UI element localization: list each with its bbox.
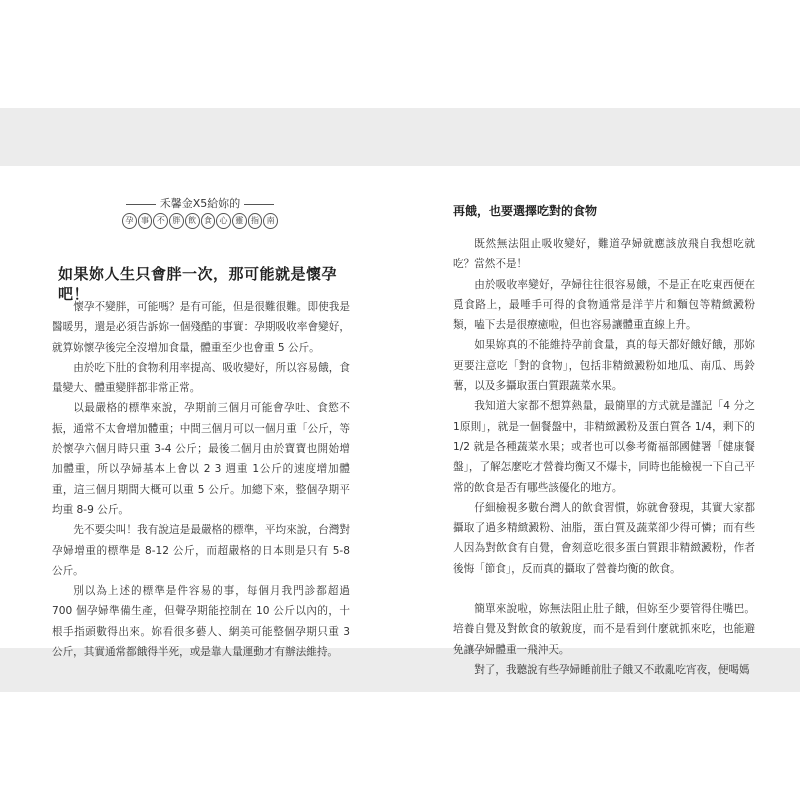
section-heading: 再餓，也要選擇吃對的食物 xyxy=(453,204,598,218)
paragraph: 由於吸收率變好，孕婦往往很容易餓，不是正在吃東西便在覓食路上，最唾手可得的食物通常是洋芋片和麵包等精緻澱粉類，嗑下去是很療癒啦，但也容易讓體重直線上升。 xyxy=(453,278,755,332)
subtitle-char: 食 xyxy=(201,213,216,229)
paragraph: 對了，我聽說有些孕婦睡前肚子餓又不敢亂吃宵夜，便喝媽 xyxy=(474,663,750,676)
right-body-text xyxy=(453,234,755,680)
paragraph: 懷孕不變胖，可能嗎？是有可能，但是很難很難。即使我是醫暖男，還是必須告訴妳一個殘酷的事實：孕期吸收率會變好，就算妳懷孕後完全沒增加食量，體重至少也會重 5 公斤。 xyxy=(52,301,350,354)
paragraph: 別以為上述的標準是件容易的事，每個月我門診都超過 700 個孕婦準備生產，但聲孕期能控制在 10 公斤以內的，十根手指頭數得出來。妳看很多藝人、網美可能整個孕期只重 3 公斤，其實通常都餓得半死，或是靠人量運動才有辦法維持。 xyxy=(52,585,350,659)
series-title-text: 禾馨金X5給妳的 xyxy=(159,197,241,210)
paragraph: 由於吃下肚的食物利用率提高、吸收變好，所以容易餓，食量變大、體重變胖都非常正常。 xyxy=(52,361,350,395)
paragraph: 簡單來說啦，妳無法阻止肚子餓，但妳至少要管得住嘴巴。培養自覺及對飲食的敏銳度，而不是看到什麼就抓來吃，也能避免讓孕婦體重一飛沖天。 xyxy=(453,603,755,656)
chapter-heading: 如果妳人生只會胖一次，那可能就是懷孕吧！ xyxy=(58,265,338,303)
subtitle-char: 心 xyxy=(216,213,231,229)
subtitle-char: 事 xyxy=(138,213,153,229)
title-rule-right xyxy=(244,204,274,205)
series-title xyxy=(110,196,290,212)
top-margin-band xyxy=(0,108,800,166)
paragraph: 如果妳真的不能維持孕前食量，真的每天都好餓好餓，那妳更要注意吃「對的食物」，包括非精緻澱粉如地瓜、南瓜、馬鈴薯，以及多攝取蛋白質跟蔬菜水果。 xyxy=(453,339,755,393)
subtitle-char: 孕 xyxy=(122,213,137,229)
title-rule-left xyxy=(126,204,156,205)
paragraph: 既然無法阻止吸收變好，難道孕婦就應該放飛自我想吃就吃？當然不是！ xyxy=(453,238,755,271)
subtitle-char: 飲 xyxy=(185,213,200,229)
subtitle-char: 指 xyxy=(248,213,263,229)
subtitle-char: 不 xyxy=(153,213,168,229)
subtitle-char: 胖 xyxy=(169,213,184,229)
left-body-text xyxy=(52,297,350,662)
paragraph: 仔細檢視多數台灣人的飲食習慣，妳就會發現，其實大家都攝取了過多精緻澱粉、油脂，蛋白質及蔬菜卻少得可憐；而有些人因為對飲食有自覺，會刻意吃很多蛋白質跟非精緻澱粉，作者後悔「節食」，反而真的攝取了營養均衡的飲食。 xyxy=(453,501,755,575)
series-subtitle xyxy=(122,213,278,231)
subtitle-char: 靈 xyxy=(232,213,247,229)
subtitle-char: 南 xyxy=(263,213,278,229)
paragraph: 以最嚴格的標準來說，孕期前三個月可能會孕吐、食慾不振，通常不太會增加體重；中間三個月可以一個月重「公斤，等於懷孕六個月時只重 3-4 公斤；最後二個月由於寶寶也開始增加體重，所以孕婦基本上會以 2 3 週重 1公斤的速度增加體重，這三個月期間大概可以重 5 公斤。加總下來，整個孕期平均重 8-9 公斤。 xyxy=(52,402,350,516)
paragraph: 我知道大家都不想算熱量，最簡單的方式就是謹記「4 分之1原則」，就是一個餐盤中，非精緻澱粉及蛋白質各 1/4，剩下的 1/2 就是各種蔬菜水果；或者也可以參考衛福部國健署「健康餐盤」，了解怎麼吃才營養均衡又不爆卡，同時也能檢視一下自己平常的飲食是否有哪些該優化的地方。 xyxy=(453,400,755,494)
paragraph: 先不要尖叫！我有說這是最嚴格的標準，平均來說，台灣對孕婦增重的標準是 8-12 公斤，而超嚴格的日本則是只有 5-8 公斤。 xyxy=(52,524,350,577)
